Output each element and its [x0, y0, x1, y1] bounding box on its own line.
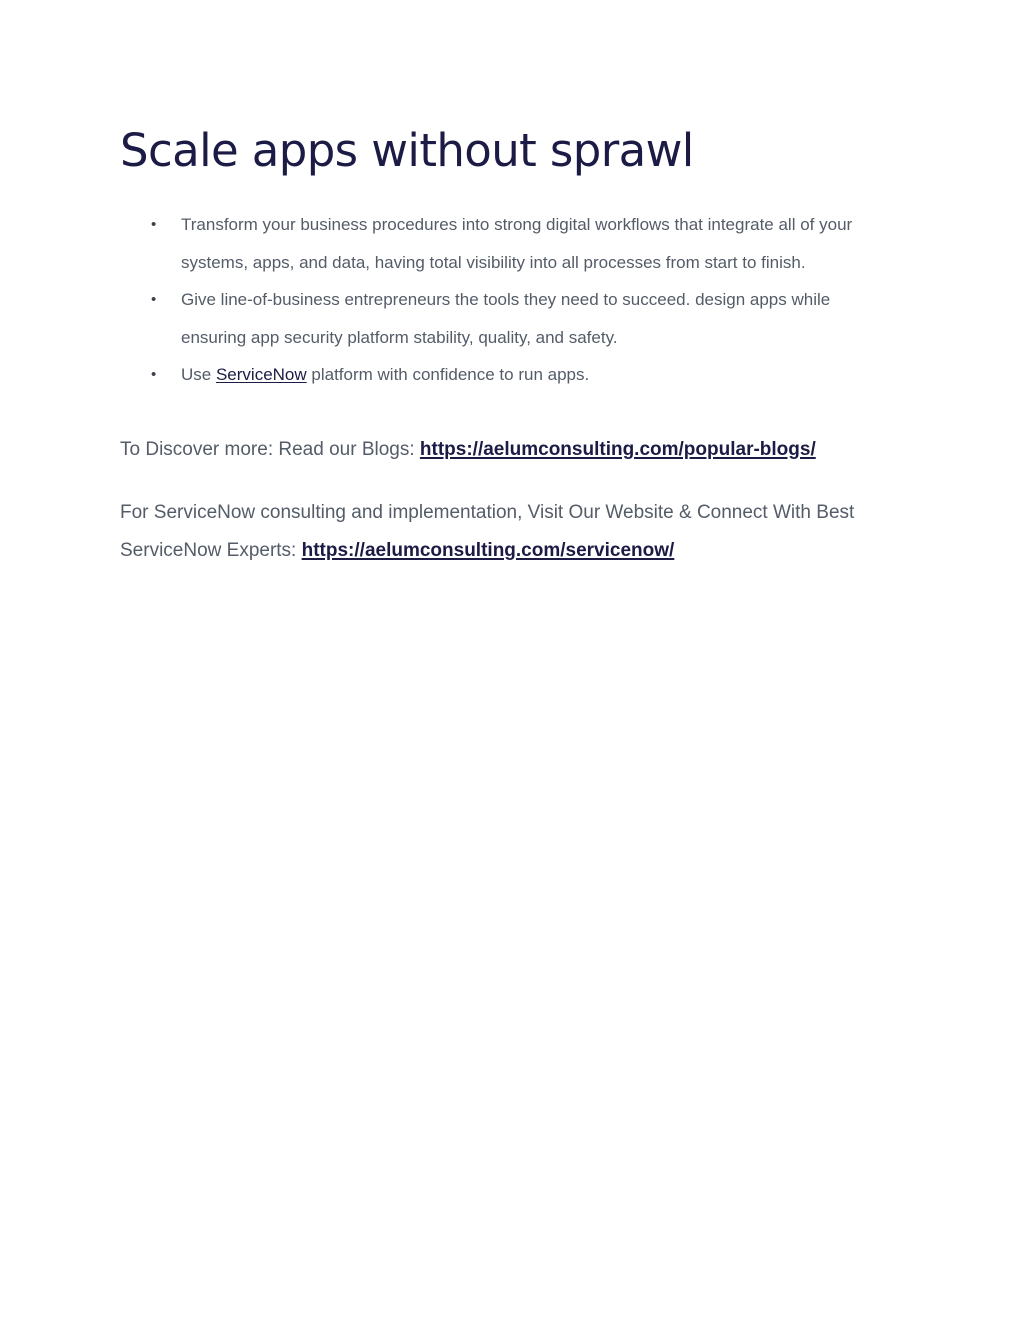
consulting-label: For ServiceNow consulting and implementation, Visit Our Website & Connect With Best ServiceNow Experts: [120, 502, 855, 561]
list-item [120, 281, 905, 356]
bullet-text: Give line-of-business entrepreneurs the tools they need to succeed. design apps while ensuring app security platform stability, quality, and safety. [181, 290, 831, 347]
bullet-icon: • [151, 216, 157, 233]
bullet-icon: • [151, 366, 157, 383]
page-title: Scale apps without sprawl [120, 124, 694, 177]
bullet-text-prefix: Use [181, 365, 216, 384]
servicenow-link[interactable]: ServiceNow [215, 365, 307, 384]
blogs-label: To Discover more: Read our Blogs: [120, 439, 420, 460]
bullet-list [120, 206, 905, 394]
blogs-paragraph [120, 431, 905, 469]
bullet-icon: • [151, 291, 157, 308]
bullet-text: Transform your business procedures into strong digital workflows that integrate all of your systems, apps, and data, having total visibility into all processes from start to finish. [181, 215, 853, 272]
blogs-link[interactable]: https://aelumconsulting.com/popular-blogs/ [419, 439, 816, 460]
list-item [120, 356, 905, 394]
servicenow-website-link[interactable]: https://aelumconsulting.com/servicenow/ [301, 540, 675, 561]
bullet-text-suffix: platform with confidence to run apps. [306, 365, 590, 384]
list-item [120, 206, 905, 281]
consulting-paragraph [120, 494, 905, 570]
